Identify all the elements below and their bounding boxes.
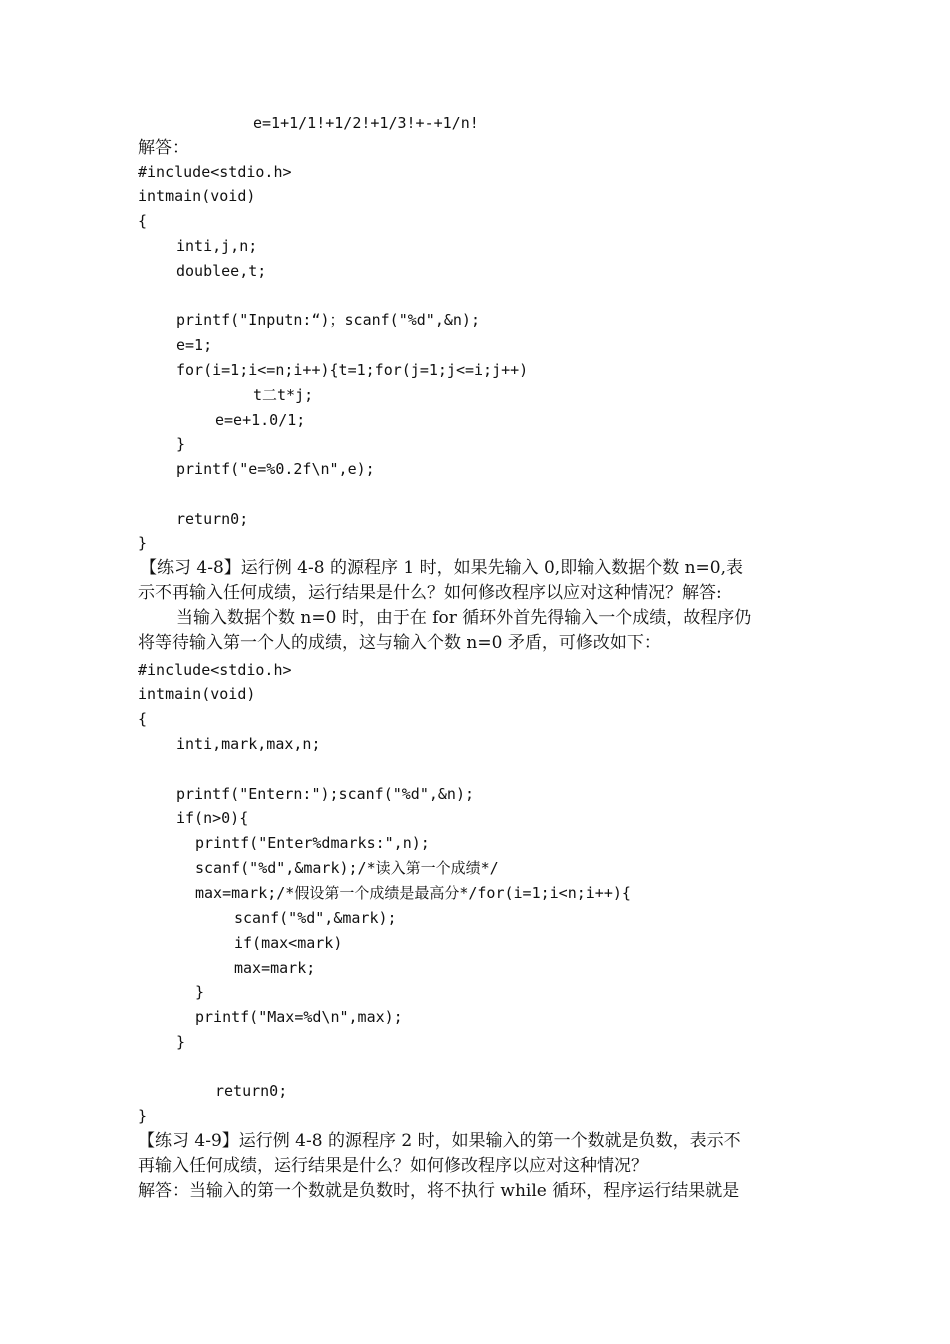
code-line: }	[176, 1033, 186, 1051]
code-line: printf("Max=%d\n",max);	[195, 1008, 403, 1026]
code-line: printf("e=%0.2f\n",e);	[176, 460, 375, 478]
code-line: max=mark;	[234, 959, 316, 977]
formula-line: e=1+1/1!+1/2!+1/3!+-+1/n!	[253, 114, 479, 132]
code-line: e=1;	[176, 336, 213, 354]
code-line: if(max<mark)	[234, 934, 343, 952]
answer-label: 解答：	[138, 138, 189, 158]
code-line: if(n>0){	[176, 809, 249, 827]
paragraph-line: 解答：当输入的第一个数就是负数时，将不执行 while 循环，程序运行结果就是	[138, 1181, 740, 1201]
code-line: }	[195, 983, 205, 1001]
code-line: }	[176, 435, 186, 453]
paragraph-line: 示不再输入任何成绩，运行结果是什么？如何修改程序以应对这种情况？解答:	[138, 583, 722, 603]
code-line: printf("Inputn:“)；scanf("%d",&n);	[176, 311, 480, 329]
code-line: #include<stdio.h>	[138, 661, 292, 679]
code-line: printf("Enter%dmarks:",n);	[195, 834, 430, 852]
code-line: max=mark;/*假设第一个成绩是最高分*/for(i=1;i<n;i++){	[195, 884, 631, 902]
paragraph-line: 将等待输入第一个人的成绩，这与输入个数 n=0 矛盾，可修改如下：	[138, 633, 661, 653]
code-line: intmain(void)	[138, 685, 256, 703]
code-line: printf("Entern:");scanf("%d",&n);	[176, 785, 475, 803]
code-line: scanf("%d",&mark);/*读入第一个成绩*/	[195, 859, 499, 877]
code-line: for(i=1;i<=n;i++){t=1;for(j=1;j<=i;j++)	[176, 361, 529, 379]
paragraph-line: 当输入数据个数 n=0 时，由于在 for 循环外首先得输入一个成绩，故程序仍	[176, 608, 752, 628]
code-line: e=e+1.0/1;	[215, 411, 306, 429]
code-line: return0;	[215, 1082, 288, 1100]
code-line: {	[138, 710, 148, 728]
code-line: return0;	[176, 510, 249, 528]
code-line: }	[138, 534, 148, 552]
code-line: #include<stdio.h>	[138, 163, 292, 181]
code-line: }	[138, 1107, 148, 1125]
code-line: {	[138, 212, 148, 230]
exercise-heading: 【练习 4-9】运行例 4-8 的源程序 2 时，如果输入的第一个数就是负数，表示不	[138, 1131, 741, 1151]
code-line: inti,j,n;	[176, 237, 258, 255]
code-line: inti,mark,max,n;	[176, 735, 321, 753]
code-line: t二t*j;	[253, 386, 314, 404]
code-line: scanf("%d",&mark);	[234, 909, 397, 927]
paragraph-line: 再输入任何成绩，运行结果是什么？如何修改程序以应对这种情况？	[138, 1156, 648, 1176]
exercise-heading: 【练习 4-8】运行例 4-8 的源程序 1 时，如果先输入 0,即输入数据个数 n=0,表	[140, 558, 744, 578]
code-line: intmain(void)	[138, 187, 256, 205]
code-line: doublee,t;	[176, 262, 267, 280]
